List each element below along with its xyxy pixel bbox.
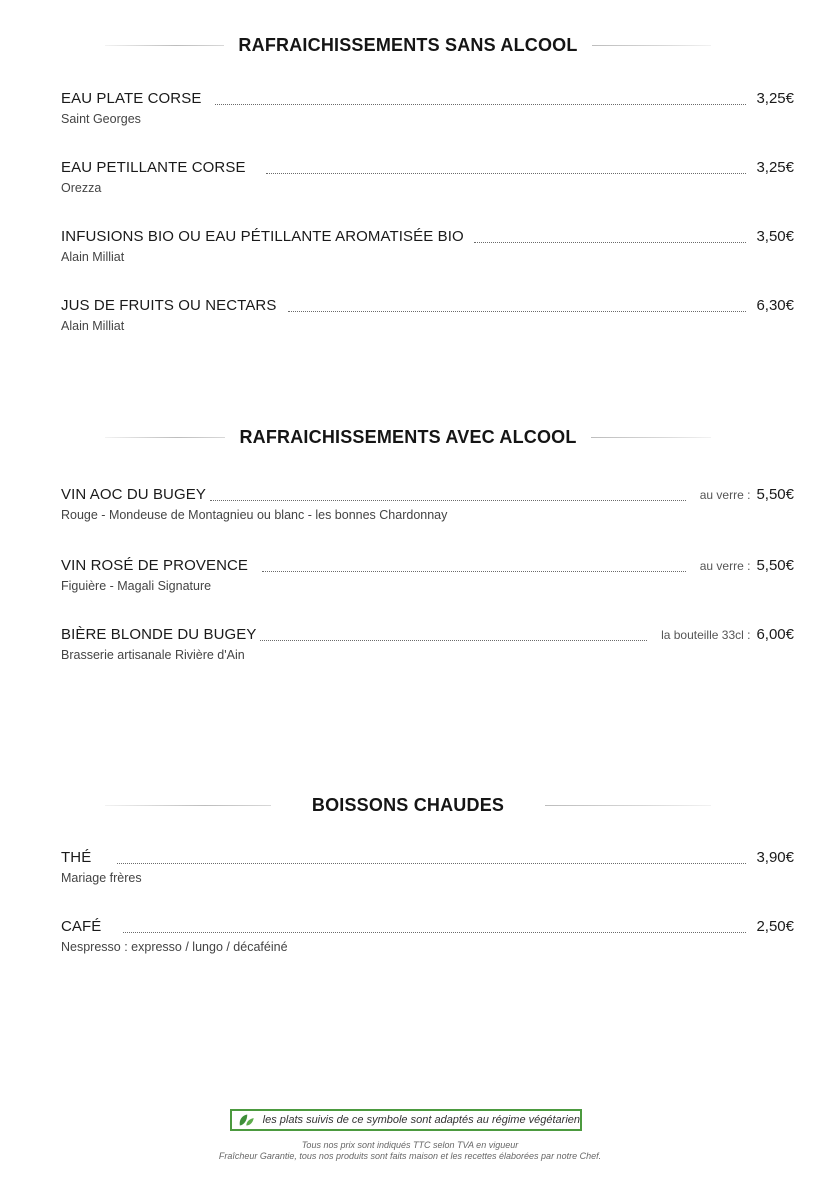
vegetarian-legend	[230, 1109, 582, 1131]
menu-item	[61, 557, 794, 593]
dot-leader	[215, 103, 746, 105]
item-description: Mariage frères	[61, 871, 142, 885]
menu-item	[61, 228, 794, 264]
item-name: CAFÉ	[61, 918, 102, 935]
section-header-boissons-chaudes	[105, 793, 711, 817]
divider-left	[105, 805, 271, 806]
section-header-avec-alcool	[105, 425, 711, 449]
divider-right	[592, 45, 711, 46]
menu-item	[61, 297, 794, 333]
footnote-prices: Tous nos prix sont indiqués TTC selon TVA en vigueur	[301, 1140, 519, 1150]
item-name: VIN AOC DU BUGEY	[61, 486, 206, 503]
menu-item	[61, 159, 794, 195]
vegetarian-note: les plats suivis de ce symbole sont adaptés au régime végétarien	[262, 1114, 580, 1126]
section-header-sans-alcool	[105, 33, 711, 57]
dot-leader	[262, 570, 686, 572]
item-name: BIÈRE BLONDE DU BUGEY	[61, 626, 257, 643]
divider-right	[591, 437, 711, 438]
item-description: Alain Milliat	[61, 319, 125, 333]
dot-leader	[288, 310, 746, 312]
dot-leader	[266, 172, 747, 174]
menu-item	[61, 486, 794, 522]
item-description: Nespresso : expresso / lungo / décaféiné	[61, 940, 288, 954]
section-title: BOISSONS CHAUDES	[311, 794, 505, 815]
menu-item	[61, 849, 794, 885]
item-price: 5,50€	[756, 486, 794, 503]
section-title: RAFRAICHISSEMENTS SANS ALCOOL	[238, 34, 578, 55]
item-name: EAU PETILLANTE CORSE	[61, 159, 246, 176]
divider-right	[545, 805, 711, 806]
item-description: Rouge - Mondeuse de Montagnieu ou blanc - les bonnes Chardonnay	[61, 508, 448, 522]
divider-left	[105, 437, 225, 438]
item-price: 5,50€	[756, 557, 794, 574]
item-qualifier: au verre :	[699, 488, 751, 502]
item-price: 3,90€	[756, 849, 794, 866]
item-price: 6,00€	[756, 626, 794, 643]
leaf-icon	[238, 1113, 255, 1127]
item-name: INFUSIONS BIO OU EAU PÉTILLANTE AROMATISÉE BIO	[61, 228, 464, 245]
dot-leader	[123, 931, 746, 933]
item-description: Figuière - Magali Signature	[61, 579, 212, 593]
footnote-freshness: Fraîcheur Garantie, tous nos produits sont faits maison et les recettes élaborées par notre Chef.	[218, 1151, 602, 1161]
item-price: 3,25€	[756, 90, 794, 107]
dot-leader	[210, 499, 686, 501]
menu-item	[61, 918, 794, 954]
item-price: 3,25€	[756, 159, 794, 176]
item-description: Alain Milliat	[61, 250, 125, 264]
item-price: 6,30€	[756, 297, 794, 314]
item-description: Orezza	[61, 181, 102, 195]
item-price: 2,50€	[756, 918, 794, 935]
item-qualifier: au verre :	[699, 559, 751, 573]
item-name: THÉ	[61, 849, 92, 866]
menu-item	[61, 90, 794, 126]
item-name: EAU PLATE CORSE	[61, 90, 202, 107]
item-name: JUS DE FRUITS OU NECTARS	[61, 297, 277, 314]
divider-left	[105, 45, 224, 46]
item-qualifier: la bouteille 33cl :	[661, 628, 751, 642]
dot-leader	[117, 862, 746, 864]
dot-leader	[474, 241, 747, 243]
menu-item	[61, 626, 794, 662]
item-description: Brasserie artisanale Rivière d'Ain	[61, 648, 245, 662]
dot-leader	[260, 639, 647, 641]
section-title: RAFRAICHISSEMENTS AVEC ALCOOL	[239, 426, 577, 447]
item-price: 3,50€	[756, 228, 794, 245]
item-description: Saint Georges	[61, 112, 141, 126]
item-name: VIN ROSÉ DE PROVENCE	[61, 557, 249, 574]
